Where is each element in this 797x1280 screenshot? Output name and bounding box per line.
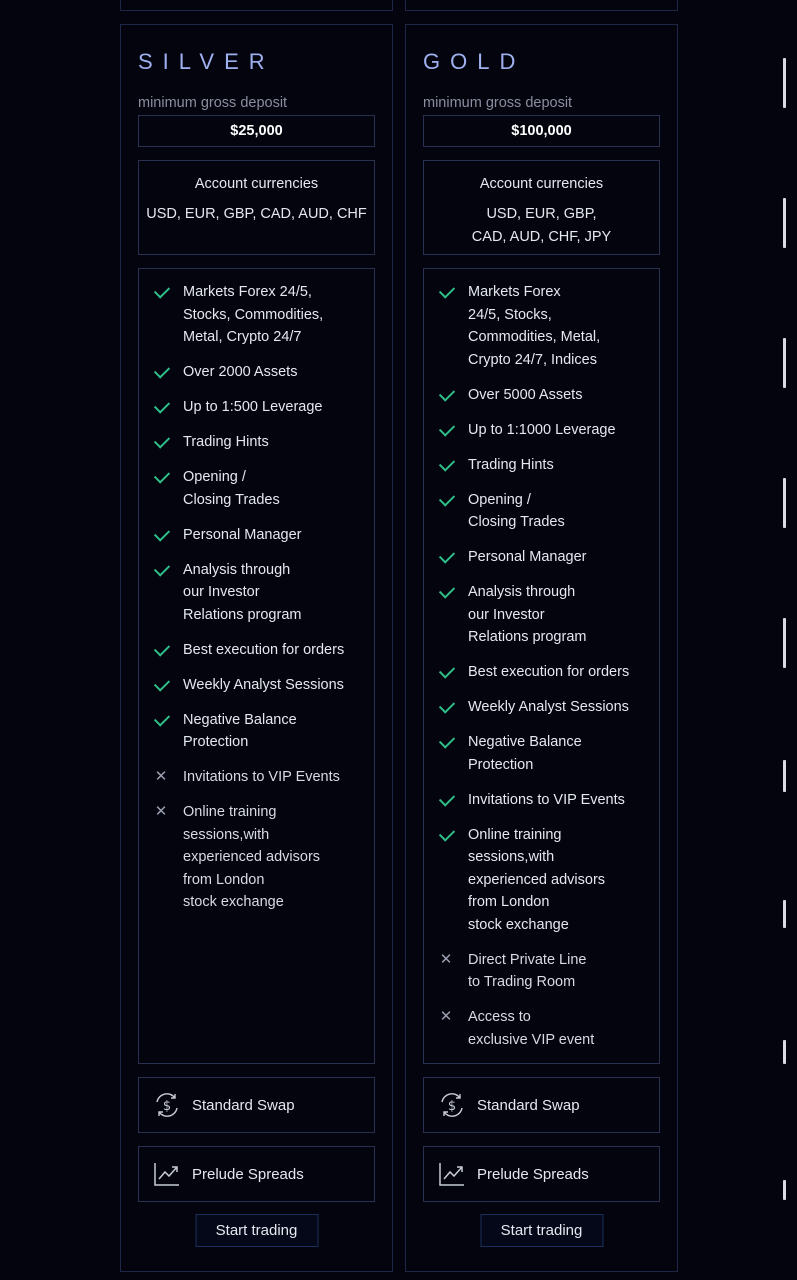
check-icon — [139, 431, 183, 445]
plan-card-gold — [405, 24, 678, 1272]
feature-line: Analysis through — [468, 584, 576, 600]
currencies-list — [424, 203, 659, 248]
feature-line: Metal, Crypto 24/7 — [183, 329, 302, 345]
check-icon — [139, 524, 183, 538]
check-icon — [424, 581, 468, 595]
feature-line: Weekly Analyst Sessions — [183, 676, 344, 693]
feature-text — [183, 281, 323, 349]
check-icon — [424, 419, 468, 433]
deposit-label: minimum gross deposit — [423, 95, 573, 111]
feature-line: Markets Forex 24/5, — [183, 284, 312, 300]
svg-text:$: $ — [162, 1099, 172, 1114]
feature-text — [183, 766, 340, 789]
feature-line: Opening / — [183, 469, 246, 485]
svg-text:$: $ — [447, 1099, 457, 1114]
currencies-line: CAD, AUD, CHF, JPY — [471, 228, 612, 245]
feature-item — [139, 431, 374, 454]
check-icon — [139, 559, 183, 573]
feature-line: Best execution for orders — [183, 641, 345, 658]
feature-line: Personal Manager — [183, 526, 302, 543]
feature-text — [468, 824, 605, 937]
feature-line: sessions,with — [468, 849, 555, 865]
spread-label: Prelude Spreads — [477, 1165, 589, 1183]
feature-line: Trading Hints — [183, 434, 269, 450]
feature-line: experienced advisors — [468, 871, 606, 888]
feature-text — [468, 546, 587, 569]
feature-item — [424, 489, 659, 534]
feature-list — [424, 269, 659, 1051]
feature-line: Crypto 24/7, Indices — [468, 351, 597, 368]
feature-item — [424, 789, 659, 812]
feature-item — [139, 709, 374, 754]
feature-text — [468, 281, 600, 371]
feature-item — [424, 949, 659, 994]
feature-line: from London — [468, 894, 550, 910]
feature-text — [183, 431, 269, 454]
dollar-swap-icon — [437, 1090, 467, 1120]
feature-line: Analysis through — [183, 561, 291, 578]
feature-item — [424, 581, 659, 649]
feature-line: Protection — [183, 734, 249, 750]
plan-title: GOLD — [423, 49, 526, 74]
check-icon — [424, 696, 468, 710]
feature-text — [468, 1006, 594, 1051]
scroll-tick — [783, 760, 786, 792]
check-icon — [139, 674, 183, 688]
feature-text — [468, 789, 625, 812]
feature-line: Weekly Analyst Sessions — [468, 699, 629, 715]
swap-row — [423, 1077, 660, 1133]
scroll-tick — [783, 478, 786, 528]
deposit-label: minimum gross deposit — [138, 95, 288, 111]
feature-item — [139, 766, 374, 789]
feature-line: Direct Private Line — [468, 951, 587, 968]
feature-list — [139, 269, 374, 914]
scroll-tick — [783, 58, 786, 108]
feature-text — [183, 524, 302, 547]
feature-line: Negative Balance — [468, 734, 582, 750]
feature-text — [468, 949, 586, 994]
feature-text — [468, 696, 629, 719]
feature-line: Invitations to VIP Events — [183, 769, 340, 785]
feature-item — [139, 361, 374, 384]
feature-item — [139, 639, 374, 662]
feature-text — [183, 396, 322, 419]
feature-line: 24/5, Stocks, — [468, 306, 552, 323]
trend-up-icon — [437, 1159, 467, 1189]
cross-icon: ✕ — [154, 768, 168, 785]
plan-card-silver — [120, 24, 393, 1272]
feature-line: our Investor — [183, 584, 260, 600]
feature-line: Up to 1:500 Leverage — [183, 399, 323, 415]
feature-line: Closing Trades — [183, 491, 280, 508]
currencies-title: Account currencies — [479, 176, 604, 192]
deposit-value: $25,000 — [138, 115, 375, 147]
feature-line: Opening / — [468, 491, 531, 508]
feature-line: Personal Manager — [468, 549, 587, 565]
feature-line: Protection — [468, 756, 534, 773]
dollar-swap-icon — [152, 1090, 182, 1120]
check-icon — [139, 466, 183, 480]
feature-line: Commodities, Metal, — [468, 329, 601, 345]
feature-line: Best execution for orders — [468, 664, 630, 680]
feature-text — [183, 361, 297, 384]
start-trading-button[interactable]: Start trading — [480, 1214, 603, 1247]
feature-text — [183, 466, 280, 511]
feature-text — [468, 731, 582, 776]
feature-line: Relations program — [468, 629, 587, 645]
feature-line: Negative Balance — [183, 711, 297, 728]
currencies-box — [138, 160, 375, 255]
plan-title: SILVER — [138, 49, 275, 74]
scroll-tick — [783, 1040, 786, 1064]
previous-card-bottom-left — [120, 0, 393, 11]
feature-text — [183, 709, 297, 754]
spread-label: Prelude Spreads — [192, 1165, 304, 1183]
feature-line: Markets Forex — [468, 284, 561, 300]
feature-text — [183, 639, 344, 662]
check-icon — [139, 639, 183, 653]
scroll-tick — [783, 1180, 786, 1200]
feature-line: Relations program — [183, 606, 302, 623]
feature-line: experienced advisors — [183, 849, 321, 865]
check-icon — [424, 546, 468, 560]
feature-text — [468, 489, 565, 534]
feature-item — [424, 384, 659, 407]
spread-row — [138, 1146, 375, 1202]
feature-text — [468, 454, 554, 477]
feature-item — [424, 546, 659, 569]
feature-item — [424, 454, 659, 477]
feature-line: Invitations to VIP Events — [468, 791, 625, 808]
scroll-tick — [783, 338, 786, 388]
feature-line: Online training — [183, 804, 277, 820]
currencies-list — [139, 203, 374, 226]
deposit-value: $100,000 — [423, 115, 660, 147]
check-icon — [424, 384, 468, 398]
cross-icon: ✕ — [439, 1008, 453, 1025]
swap-label: Standard Swap — [192, 1096, 295, 1114]
scroll-tick — [783, 618, 786, 668]
feature-text — [183, 559, 301, 627]
feature-text — [468, 661, 629, 684]
feature-line: Closing Trades — [468, 514, 565, 530]
feature-line: Trading Hints — [468, 456, 554, 473]
trend-up-icon — [152, 1159, 182, 1189]
feature-item — [139, 674, 374, 697]
feature-line: our Investor — [468, 606, 545, 623]
feature-line: stock exchange — [468, 916, 569, 933]
previous-card-bottom-right — [405, 0, 678, 11]
features-box — [138, 268, 375, 1064]
feature-line: Over 5000 Assets — [468, 386, 583, 403]
feature-line: Access to — [468, 1009, 531, 1025]
feature-text — [183, 801, 320, 914]
feature-line: exclusive VIP event — [468, 1031, 595, 1048]
check-icon — [424, 454, 468, 468]
feature-item — [424, 731, 659, 776]
feature-line: Over 2000 Assets — [183, 364, 298, 380]
check-icon — [424, 661, 468, 675]
feature-item — [424, 1006, 659, 1051]
feature-item — [424, 824, 659, 937]
check-icon — [139, 396, 183, 410]
feature-item — [139, 466, 374, 511]
check-icon — [139, 361, 183, 375]
feature-text — [468, 581, 586, 649]
currencies-line: USD, EUR, GBP, — [486, 206, 597, 222]
check-icon — [424, 731, 468, 745]
feature-text — [468, 384, 582, 407]
currencies-title: Account currencies — [194, 176, 319, 192]
check-icon — [424, 789, 468, 803]
feature-item — [424, 661, 659, 684]
start-trading-button[interactable]: Start trading — [195, 1214, 318, 1247]
scroll-tick — [783, 900, 786, 928]
feature-item — [424, 696, 659, 719]
feature-line: Online training — [468, 826, 562, 843]
feature-line: Stocks, Commodities, — [183, 306, 324, 323]
check-icon — [424, 489, 468, 503]
feature-item — [139, 559, 374, 627]
cross-icon: ✕ — [154, 803, 168, 820]
feature-line: from London — [183, 871, 265, 888]
check-icon — [424, 281, 468, 295]
feature-item — [139, 396, 374, 419]
swap-row — [138, 1077, 375, 1133]
check-icon — [139, 709, 183, 723]
feature-line: Up to 1:1000 Leverage — [468, 421, 616, 438]
check-icon — [139, 281, 183, 295]
scroll-tick — [783, 198, 786, 248]
feature-item — [139, 801, 374, 914]
spread-row — [423, 1146, 660, 1202]
feature-item — [424, 419, 659, 442]
features-box — [423, 268, 660, 1064]
feature-item — [139, 281, 374, 349]
currencies-box — [423, 160, 660, 255]
feature-item — [139, 524, 374, 547]
feature-line: to Trading Room — [468, 974, 576, 990]
feature-text — [183, 674, 344, 697]
cross-icon: ✕ — [439, 950, 453, 968]
check-icon — [424, 824, 468, 838]
feature-item — [424, 281, 659, 371]
swap-label: Standard Swap — [477, 1096, 580, 1114]
feature-line: stock exchange — [183, 894, 284, 910]
currencies-line: USD, EUR, GBP, CAD, AUD, CHF — [146, 206, 367, 222]
feature-text — [468, 419, 616, 442]
feature-line: sessions,with — [183, 826, 270, 843]
